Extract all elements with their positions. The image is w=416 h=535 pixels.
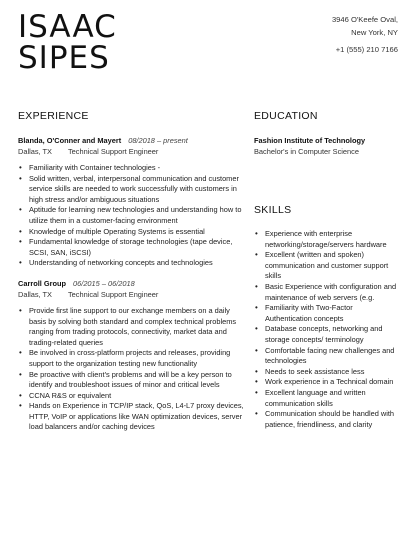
right-column: [254, 110, 400, 430]
skill-item: • Comfortable facing new challenges and technologies: [254, 346, 400, 367]
job-bullet: • Fundamental knowledge of storage technologies (tape device, SCSI, SAN, iSCSI): [18, 237, 244, 258]
job-bullet: • Understanding of networking concepts and technologies: [18, 258, 244, 269]
skill-item: • Excellent language and written communication skills: [254, 388, 400, 409]
job-entry: [18, 278, 244, 433]
skill-item: • Basic Experience with configuration and maintenance of web servers (e.g.: [254, 282, 400, 303]
job-bullet: • Aptitude for learning new technologies and understanding how to utilize them in a customer-facing environment: [18, 205, 244, 226]
job-header: [18, 135, 244, 146]
job-role: Technical Support Engineer: [67, 289, 159, 299]
address-line-1: 3946 O'Keefe Oval,: [331, 15, 398, 24]
education-degree: Bachelor's in Computer Science: [254, 147, 359, 156]
job-role: Technical Support Engineer: [67, 147, 159, 156]
job-bullets: [18, 163, 244, 269]
skill-item: • Familiarity with Two-Factor Authentication concepts: [254, 303, 400, 324]
job-bullet: • Be proactive with client's problems and will be a key person to identify and troubleshoot issues of minor and critical levels: [18, 370, 244, 391]
job-dates: 08/2018 – present: [128, 136, 188, 145]
job-bullet: • Knowledge of multiple Operating Systems is essential: [18, 227, 244, 238]
job-entry: [18, 135, 244, 269]
job-bullet: • CCNA R&S or equivalent: [18, 391, 244, 402]
skills-list: [254, 229, 400, 430]
job-subheader: [18, 146, 244, 157]
job-bullets: [18, 306, 244, 433]
skill-item: • Work experience in a Technical domain: [254, 377, 400, 388]
skill-item: • Communication should be handled with patience, friendliness, and clarity: [254, 409, 400, 430]
job-company: Carroll Group: [18, 278, 67, 288]
left-column: [18, 110, 244, 442]
job-location: Dallas, TX: [18, 289, 52, 299]
job-bullet: • Familiarity with Container technologies -: [18, 163, 244, 174]
skill-item: • Excellent (written and spoken) communication and customer support skills: [254, 250, 400, 282]
experience-heading: EXPERIENCE: [18, 110, 89, 122]
education-school: Fashion Institute of Technology: [254, 136, 366, 145]
skill-item: • Database concepts, networking and storage concepts/ terminology: [254, 324, 400, 345]
job-bullet: • Provide first line support to our exchange members on a daily basis by solving both standard and complex technical problems ranging from trading protocols, connectivity, market data and trading-related queries: [18, 306, 244, 348]
first-name: ISAAC: [18, 9, 117, 45]
candidate-name: [18, 9, 117, 76]
skill-item: • Needs to seek assistance less: [254, 367, 400, 378]
job-bullet: • Be involved in cross-platform projects and releases, providing support to the organization testing new functionality: [18, 348, 244, 369]
address-line-2: New York, NY: [351, 27, 398, 37]
job-bullet: • Solid written, verbal, interpersonal communication and customer service skills are needed to work successfully with customers in high stress and/or ambiguous situations: [18, 174, 244, 206]
job-header: [18, 278, 244, 289]
skills-heading: SKILLS: [254, 204, 292, 216]
job-dates: 06/2015 – 06/2018: [73, 278, 135, 288]
last-name: SIPES: [18, 40, 110, 76]
contact-info: [332, 14, 398, 57]
skill-item: • Experience with enterprise networking/storage/servers hardware: [254, 229, 400, 250]
job-subheader: [18, 289, 244, 300]
job-location: Dallas, TX: [18, 147, 52, 156]
job-company: Blanda, O'Conner and Mayert: [18, 136, 122, 145]
education-heading: EDUCATION: [254, 110, 318, 122]
job-bullet: • Hands on Experience in TCP/IP stack, QoS, L4-L7 proxy devices, HTTP, VoIP or applications like WAN optimization devices, server load balancers and/or caching devices: [18, 401, 244, 433]
phone-number: +1 (555) 210 7166: [335, 45, 398, 54]
